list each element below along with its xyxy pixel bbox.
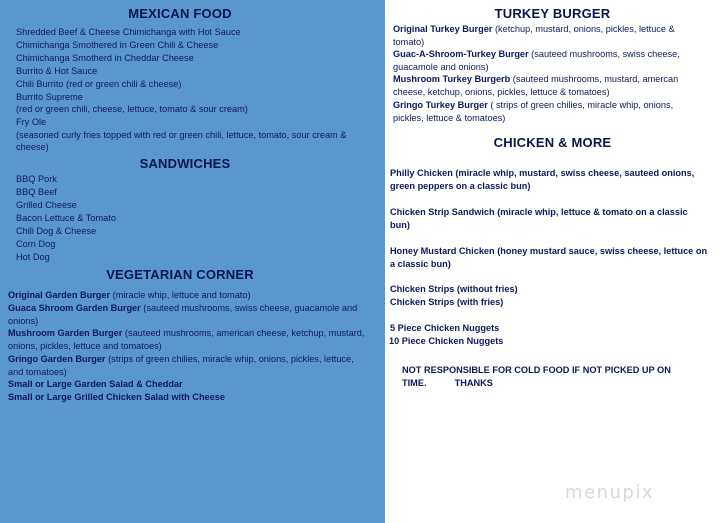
menu-line: Chimichanga Smothered in Green Chili & Cheese [16,40,219,50]
menu-item: Original Garden Burger (miracle whip, lettuce and tomato) [8,290,251,300]
menu-item: Guaca Shroom Garden Burger (sauteed mushrooms, swiss cheese, guacamole and onions) [8,303,358,326]
menu-line: Burrito & Hot Sauce [16,66,98,76]
menu-item: Mushroom Garden Burger (sauteed mushrooms, american cheese, ketchup, mustard, onions, pickles, lettuce and tomatoes) [8,328,365,351]
menu-line: cheese) [16,142,49,152]
menu-item: Chicken Strips (without fries) [390,284,518,294]
vegetarian-corner-heading: VEGETARIAN CORNER [106,267,254,282]
menu-item: Honey Mustard Chicken (honey mustard sauce, swiss cheese, lettuce on a classic bun) [390,246,708,269]
mexican-food-heading: MEXICAN FOOD [128,6,232,21]
right-menu-panel [385,0,720,523]
menu-item: Mushroom Turkey Burgerb (sauteed mushrooms, mustard, amercan cheese, ketchup, onions, pickles, lettuce & tomatoes) [393,74,679,97]
menu-line: Bacon Lettuce & Tomato [16,213,116,223]
menu-line: (red or green chili, cheese, lettuce, tomato & sour cream) [16,104,248,114]
notice-text: NOT RESPONSIBLE FOR COLD FOOD IF NOT PICKED UP ON [402,365,671,375]
menu-line: (seasoned curly fries topped with red or green chili, lettuce, tomato, sour cream & [16,130,347,140]
menu-line: Chimichanga Smotherd in Cheddar Cheese [16,53,194,63]
menu-line: Chili Dog & Cheese [16,226,97,236]
menupix-watermark: menupix [565,482,655,503]
menu-line: Hot Dog [16,252,50,262]
menu-item: 5 Piece Chicken Nuggets [390,323,500,333]
menu-item: Original Turkey Burger (ketchup, mustard, onions, pickles, lettuce & tomato) [393,24,675,47]
menu-line: Burrito Supreme [16,92,83,102]
chicken-and-more-heading: CHICKEN & MORE [493,135,612,150]
menu-item: Chicken Strip Sandwich (miracle whip, lettuce & tomato on a classic bun) [390,207,688,230]
menu-item: Small or Large Grilled Chicken Salad with Cheese [8,392,225,402]
menu-item: Gringo Garden Burger (strips of green chilies, miracle whip, onions, pickles, lettuce, and tomatoes) [8,354,354,377]
menu-item: Chicken Strips (with fries) [390,297,504,307]
menu-item: Philly Chicken (miracle whip, mustard, swiss cheese, sauteed onions, green peppers on a classic bun) [390,168,695,191]
menu-item: Guac-A-Shroom-Turkey Burger (sauteed mushrooms, swiss cheese, guacamole and onions) [393,49,680,72]
menu-line: Corn Dog [16,239,56,249]
menu-line: Chili Burrito (red or green chili & cheese) [16,79,182,89]
menu-line: BBQ Pork [16,174,57,184]
menu-line: Shredded Beef & Cheese Chimichanga with Hot Sauce [16,27,241,37]
menu-item: Small or Large Garden Salad & Cheddar [8,379,183,389]
menu-line: BBQ Beef [16,187,57,197]
turkey-burger-heading: TURKEY BURGER [494,6,611,21]
sandwiches-heading: SANDWICHES [139,156,231,171]
notice-text: TIME. THANKS [402,378,493,388]
menu-item: 10 Piece Chicken Nuggets [389,336,504,346]
menu-item: Gringo Turkey Burger ( strips of green chilies, miracle whip, onions, pickles, lettuce & tomatoes) [393,100,674,123]
menu-line: Grilled Cheese [16,200,77,210]
menu-line: Fry Ole [16,117,47,127]
